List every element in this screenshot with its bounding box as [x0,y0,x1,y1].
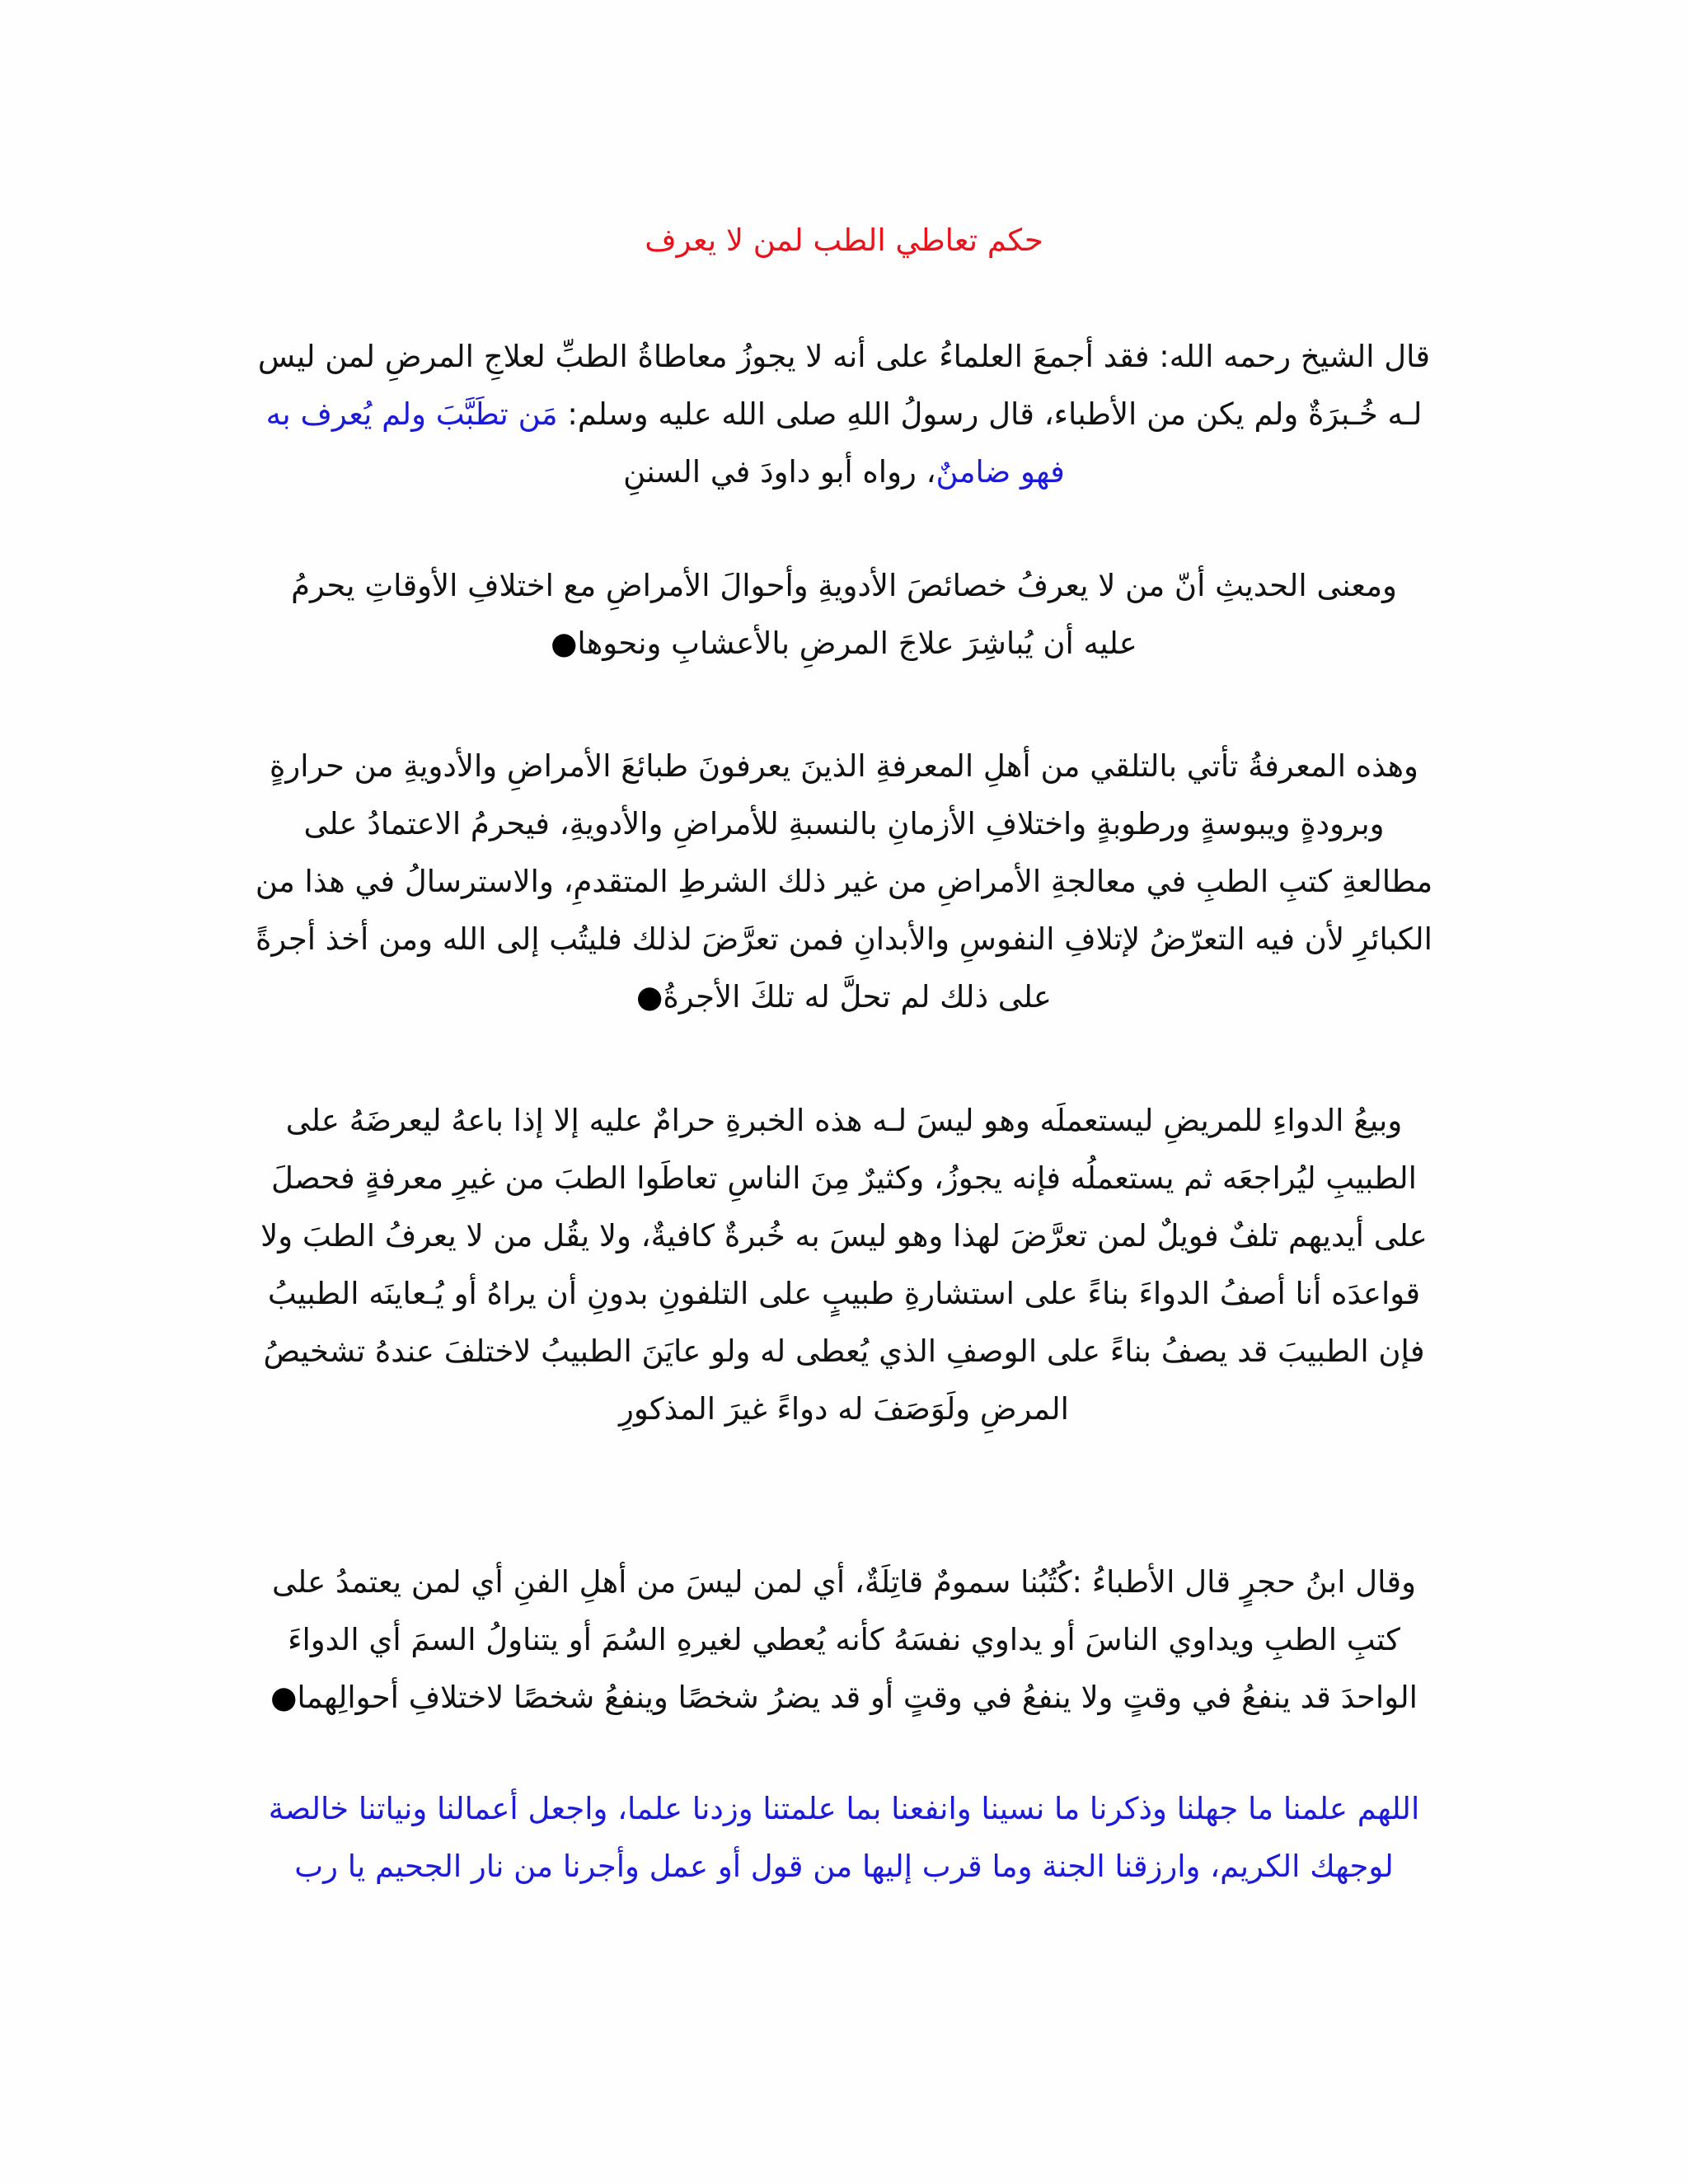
text-line: المرضِ ولَوَصَفَ له دواءً غيرَ المذكورِ [619,1391,1069,1427]
text-line: فإن الطبيبَ قد يصفُ بناءً على الوصفِ الذي يُعطى له ولو عايَنَ الطبيبُ لاختلفَ عندهُ تشخيصُ [263,1333,1425,1369]
text-line: وهذه المعرفةُ تأتي بالتلقي من أهلِ المعرفةِ الذينَ يعرفونَ طبائعَ الأمراضِ والأدويةِ من حرارةٍ [270,748,1418,784]
closing-prayer [247,1780,1441,1896]
bullet-icon: ● [636,979,663,1015]
paragraph-ijma [247,328,1441,501]
text-line: مطالعةِ كتبِ الطبِ في معالجةِ الأمراضِ من غير ذلك الشرطِ المتقدمِ، والاسترسالُ في هذا من [255,864,1433,899]
text-line: قال الشيخ رحمه الله: فقد أجمعَ العلماءُ على أنه لا يجوزُ معاطاةُ الطبِّ لعلاجِ المرضِ لمن ليس [257,339,1431,374]
text-line [247,1669,1441,1727]
hadith-quote: مَن تطَبَّبَ ولم يُعرف به [265,396,558,432]
text-line: الكبائرِ لأن فيه التعرّضُ لإتلافِ النفوسِ والأبدانِ فمن تعرَّضَ لذلك فليتُب إلى الله ومن أخذ أجرةً [256,921,1432,957]
document-title: حكم تعاطي الطب لمن لا يعرف [645,223,1043,258]
text-line: ومعنى الحديثِ أنّ من لا يعرفُ خصائصَ الأدويةِ وأحوالَ الأمراضِ مع اختلافِ الأوقاتِ يحرمُ [291,568,1397,603]
hadith-quote: فهو ضامنٌ [935,454,1065,490]
text-line [247,443,1441,501]
text-line: وبيعُ الدواءِ للمريضِ ليستعملَه وهو ليسَ لـه هذه الخبرةِ حرامٌ عليه إلا إذا باعهُ ليعرضَهُ على [285,1103,1403,1138]
text-line: قواعدَه أنا أصفُ الدواءَ بناءً على استشارةِ طبيبٍ على التلفونِ بدونِ أن يراهُ أو يُـعاينَه الطبيبُ [267,1276,1421,1311]
text-line: اللهم علمنا ما جهلنا وذكرنا ما نسينا وانفعنا بما علمتنا وزدنا علما، واجعل أعمالنا ونياتنا خالصة [268,1791,1420,1826]
text-line [247,968,1441,1026]
text-line [247,386,1441,443]
text-span: ، رواه أبو داودَ في السننِ [623,454,936,490]
paragraph-hadith-meaning [247,557,1441,673]
text-line [247,615,1441,673]
text-span: لـه خُـبرَةٌ ولم يكن من الأطباء، قال رسولُ اللهِ صلى الله عليه وسلم: [557,396,1423,432]
text-line: وقال ابنُ حجرٍ قال الأطباءُ :كُتُبُنا سمومٌ قاتِلَةٌ، أي لمن ليسَ من أهلِ الفنِ أي لمن يعتمدُ على [272,1564,1416,1600]
text-line: وبرودةٍ ويبوسةٍ ورطوبةٍ واختلافِ الأزمانِ بالنسبةِ للأمراضِ والأدويةِ، فيحرمُ الاعتمادُ على [303,806,1385,841]
text-span: عليه أن يُباشِرَ علاجَ المرضِ بالأعشابِ ونحوها [577,626,1137,661]
text-line: الطبيبِ ليُراجعَه ثم يستعملُه فإنه يجوزُ، وكثيرٌ مِنَ الناسِ تعاطَوا الطبَ من غيرِ معرفةٍ فحصلَ [271,1160,1417,1196]
text-line: على أيديهم تلفٌ فويلٌ لمن تعرَّضَ لهذا وهو ليسَ به خُبرةٌ كافيةٌ، ولا يقُل من لا يعرفُ الطبَ ولا [260,1218,1428,1254]
text-line: كتبِ الطبِ ويداوي الناسَ أو يداوي نفسَهُ كأنه يُعطي لغيرهِ السُمَ أو يتناولُ السمَ أي الدواءَ [288,1622,1400,1657]
text-span: الواحدَ قد ينفعُ في وقتٍ ولا ينفعُ في وقتٍ أو قد يضرُ شخصًا وينفعُ شخصًا لاختلافِ أحوالِهما [297,1680,1418,1715]
bullet-icon: ● [551,626,578,661]
bullet-icon: ● [270,1680,298,1715]
paragraph-selling-medicine [247,1092,1441,1438]
paragraph-ibn-hajar [247,1554,1441,1727]
text-line: لوجهك الكريم، وارزقنا الجنة وما قرب إليها من قول أو عمل وأجرنا من نار الجحيم يا رب [294,1849,1394,1884]
paragraph-knowledge [247,738,1441,1026]
text-span: على ذلك لم تحلَّ له تلكَ الأجرةُ [663,979,1052,1015]
